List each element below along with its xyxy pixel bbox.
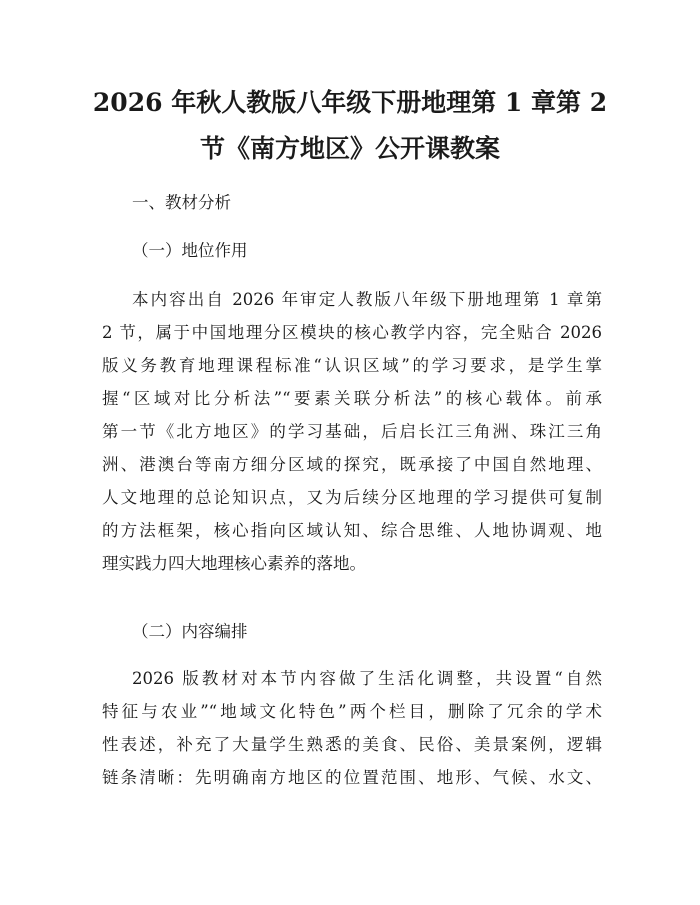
- paragraph-line: 第一节《北方地区》的学习基础，后启长江三角洲、珠江三角: [102, 422, 602, 441]
- paragraph-line: 特征与农业”“地域文化特色”两个栏目，删除了冗余的学术: [102, 702, 602, 721]
- document-title-line-1: 2026 年秋人教版八年级下册地理第 1 章第 2: [92, 88, 608, 117]
- section-heading-textbook-analysis: 一、教材分析: [132, 193, 231, 212]
- paragraph-line: 链条清晰：先明确南方地区的位置范围、地形、气候、水文、: [102, 768, 602, 787]
- subsection-heading-content-arrangement: （二）内容编排: [132, 622, 248, 641]
- paragraph-line: 2026 版教材对本节内容做了生活化调整，共设置“自然: [132, 669, 602, 688]
- paragraph-line: 握“区域对比分析法”“要素关联分析法”的核心载体。前承: [102, 389, 602, 408]
- paragraph-line: 的方法框架，核心指向区域认知、综合思维、人地协调观、地: [102, 521, 602, 540]
- subsection-heading-position-role: （一）地位作用: [132, 241, 248, 260]
- paragraph-line: 人文地理的总论知识点，又为后续分区地理的学习提供可复制: [102, 488, 602, 507]
- paragraph-line: 版义务教育地理课程标准“认识区域”的学习要求，是学生掌: [102, 356, 602, 375]
- paragraph-line: 2 节，属于中国地理分区模块的核心教学内容，完全贴合 2026: [102, 323, 602, 342]
- document-title-line-2: 节《南方地区》公开课教案: [199, 134, 500, 163]
- paragraph-line: 本内容出自 2026 年审定人教版八年级下册地理第 1 章第: [132, 290, 602, 309]
- paragraph-line: 性表述，补充了大量学生熟悉的美食、民俗、美景案例，逻辑: [102, 735, 602, 754]
- paragraph-line: 理实践力四大地理核心素养的落地。: [102, 554, 366, 573]
- paragraph-line: 洲、港澳台等南方细分区域的探究，既承接了中国自然地理、: [102, 455, 602, 474]
